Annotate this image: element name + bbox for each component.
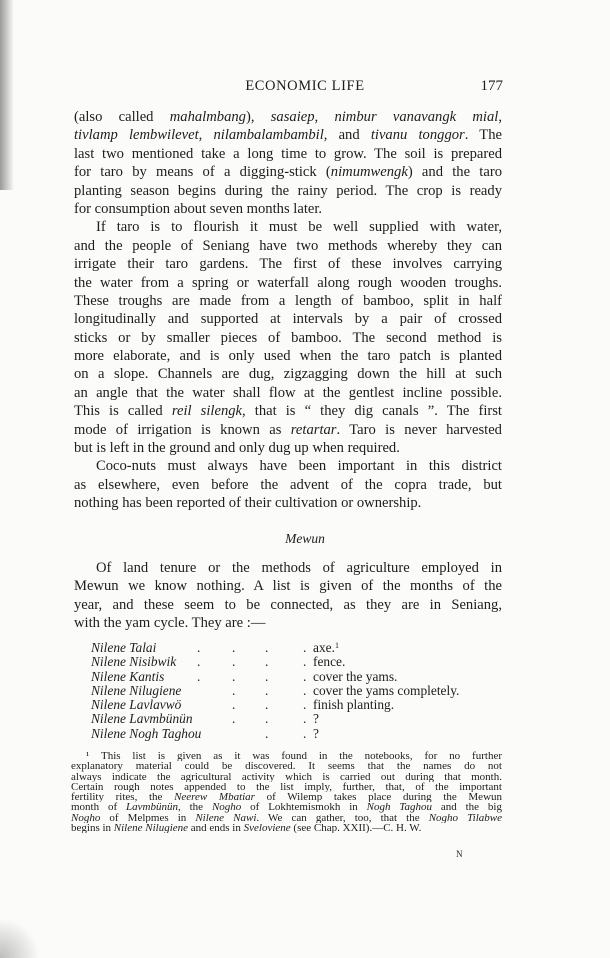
footnote-mark: 1 [334,641,339,650]
month-name: Nilene Lavlavwö [91,697,182,713]
text-line [74,126,502,144]
italic-term: nilambalambambil [213,127,324,144]
text-line [74,274,502,292]
signature-mark: N [456,849,463,859]
text-line [71,782,502,792]
text-segment: . The [464,127,502,144]
italic-term: Nogh Taghou [366,802,432,813]
text-line [71,761,502,771]
month-meaning: cover the yams completely. [313,682,460,698]
text-segment: explanatory material could be discovered. It seems that the names do not [71,761,502,772]
month-meaning: ? [313,711,319,727]
leader-dot: . [232,640,236,655]
text-segment: the water from a spring or waterfall along rough wooden troughs. [74,274,502,291]
text-segment: Certain rough notes appended to the list imply, further, that, of the important [71,781,502,793]
italic-term: retartar [290,421,337,438]
italic-term: nimumwengk [330,164,408,181]
text-segment: fertility rites, the [71,792,175,803]
leader-dot: . [265,640,269,655]
month-name: Nilene Nogh Taghou [91,725,202,741]
leader-dot: . [265,711,269,727]
text-segment: as elsewhere, even before the advent of the copra trade, but [74,476,502,493]
leader-dot: . [265,725,269,741]
text-line [74,145,502,163]
month-row [91,655,511,669]
text-segment: , that is “ they dig canals ”. The first [242,403,502,420]
month-list [91,641,511,741]
text-segment: and the people of Seniang have two methods whereby they can [74,237,502,254]
text-segment: Of land tenure or the methods of agriculture employed in [96,560,502,576]
leader-dot: . [232,697,236,713]
text-line [74,182,502,200]
mewun-paragraph [74,559,502,633]
text-segment: with the yam cycle. They are :— [74,615,266,632]
leader-dot: . [232,682,236,698]
footnote [71,751,502,833]
text-segment: (also called [74,109,170,125]
month-meaning: ? [313,725,319,741]
running-title: ECONOMIC LIFE [245,78,365,94]
text-line [74,163,502,181]
text-line [74,421,502,439]
text-line [74,476,502,494]
text-line [74,292,502,310]
italic-term: Neerew Mbatiar [174,792,255,803]
text-segment: Coco-nuts must always have been important in this district [96,458,502,475]
month-row [91,712,511,726]
leader-dot: . [303,640,307,655]
text-segment: If taro is to flourish it must be well supplied with water, [96,219,502,236]
text-segment: ¹ This list is given as it was found in the notebooks, for no further [86,751,502,762]
italic-term: reil silengk [171,403,243,420]
text-segment: of Wilemp takes place during the Mewun [254,792,502,803]
text-line [74,457,502,475]
text-segment: and ends in [188,823,244,834]
leader-dot: . [303,697,307,713]
page-number: 177 [480,78,503,94]
italic-term: Nogho [71,812,101,824]
month-name: Nilene Nilugiene [91,682,182,698]
leader-dot: . [303,711,307,727]
text-segment: longitudinally and supported at intervals by a pair of crossed [74,311,502,328]
leader-dot: . [303,725,307,741]
leader-dot: . [232,654,236,670]
text-segment: more elaborate, and is only used when the taro patch is planted [74,348,502,365]
leader-dot: . [303,654,307,670]
italic-term: tivlamp lembwilevet [74,127,199,144]
italic-term: Nogho Tilabwe [428,812,502,824]
text-segment: begins in [71,823,114,834]
text-segment: for consumption about seven months later. [74,200,323,217]
text-segment: on a slope. Channels are dug, zigzagging down the hill at such [74,366,502,383]
text-line [74,384,502,402]
text-segment: ), [245,109,271,125]
text-segment: , [314,109,335,125]
text-line [74,108,502,126]
text-segment: an angle that the water shall flow at the gentlest incline possible. [74,384,502,401]
italic-term: tivanu tonggor [370,127,465,144]
text-segment: but is left in the ground and only dug up when required. [74,440,400,457]
text-line [74,200,502,218]
leader-dot: . [303,668,307,684]
text-segment: ) and the taro [407,164,502,181]
month-meaning: cover the yams. [313,668,398,684]
italic-term: Nogho [211,802,242,813]
italic-term: Sveloviene [243,823,291,834]
month-row [91,684,511,698]
month-name: Nilene Nisibwik [91,654,177,670]
italic-term: Lavmbünün [126,802,178,813]
month-name: Nilene Kantis [91,668,165,684]
leader-dot: . [197,654,201,670]
section-heading: Mewun [285,531,325,546]
month-meaning: finish planting. [313,697,395,713]
text-segment: nothing has been reported of their cultivation or ownership. [74,495,422,512]
text-line [74,577,502,595]
text-segment: always indicate the agricultural activity which is carried out during that month. [71,771,502,782]
text-line [71,772,502,782]
scan-smudge [0,918,40,958]
text-segment: This is called [74,403,172,420]
italic-term: Nilene Nilugiene [113,823,189,834]
text-line [74,494,502,512]
text-line [71,823,502,833]
text-line [74,329,502,347]
text-segment: planting season begins during the rainy period. The crop is ready [74,182,502,199]
month-row [91,698,511,712]
text-segment: These troughs are made from a length of bamboo, split in half [74,292,502,309]
month-meaning: axe.$^1$ [313,640,339,655]
italic-term: mahalmbang [169,109,246,125]
text-segment: irrigate their taro gardens. The first of these involves carrying [74,256,502,273]
text-line [74,596,502,614]
month-row [91,641,511,655]
text-line [71,813,502,823]
text-segment: , [498,109,502,125]
text-line [74,237,502,255]
month-row [91,727,511,741]
text-line [74,614,502,632]
leader-dot: . [232,711,236,727]
text-segment: last two mentioned take a long time to grow. The soil is prepared [74,145,502,162]
italic-term: nimbur vanavangk mial [334,109,499,125]
month-name: Nilene Talai [91,640,157,655]
body-text [74,108,502,513]
text-line [74,365,502,383]
text-line [74,559,502,577]
text-segment: for taro by means of a digging-stick ( [74,164,331,181]
text-line [74,255,502,273]
text-line [71,751,502,761]
text-segment: , the [178,802,212,813]
text-line [71,802,502,812]
leader-dot: . [303,682,307,698]
leader-dot: . [232,668,236,684]
text-line [74,218,502,236]
leader-dot: . [197,640,201,655]
text-line [74,402,502,420]
text-segment: . We can gather, too, that the [256,812,429,824]
text-segment: of Lokhtemismokh in [241,802,367,813]
text-segment: Mewun we know nothing. A list is given of the months of the [74,578,502,595]
leader-dot: . [265,668,269,684]
text-segment: . Taro is never harvested [336,421,502,438]
italic-term: sasaiep [270,109,315,125]
text-segment: month of [71,802,127,813]
text-segment: sticks or by smaller pieces of bamboo. The second method is [74,329,502,346]
month-row [91,670,511,684]
text-segment: , and [323,127,371,144]
text-segment: and the big [431,802,502,813]
leader-dot: . [265,682,269,698]
leader-dot: . [197,668,201,684]
text-segment: of Melpmes in [100,812,196,824]
leader-dot: . [265,654,269,670]
scan-page-edge [0,0,14,190]
text-line [74,310,502,328]
text-line [71,792,502,802]
text-segment: year, and these seem to be connected, as they are in Seniang, [74,596,502,613]
italic-term: Nilene Nawi [195,812,257,824]
text-line [74,347,502,365]
text-segment: mode of irrigation is known as [74,421,291,438]
month-name: Nilene Lavmbünün [91,711,193,727]
text-line [74,439,502,457]
leader-dot: . [265,697,269,713]
month-meaning: fence. [313,654,346,670]
text-segment: , [198,127,214,144]
text-segment: (see Chap. XXII).—C. H. W. [290,823,422,834]
